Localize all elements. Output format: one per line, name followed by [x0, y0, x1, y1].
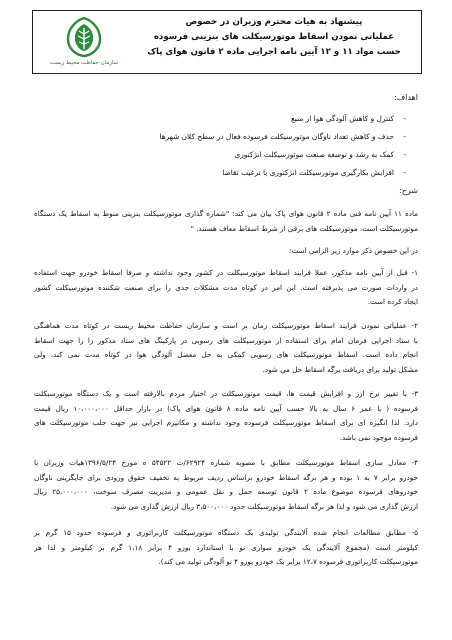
list-item: - کمک به رشد و توسعه صنعت موتورسیکلت انژکتوری	[60, 146, 406, 164]
context-line: در این خصوص ذکر موارد زیر الزامی است:	[289, 246, 418, 255]
goals-list	[60, 110, 406, 182]
bullet-dash: -	[403, 150, 406, 159]
point-3-paragraph: ۳- با تغییر نرخ ارز و افزایش قیمت ها، قیمت موتورسیکلت در اختیار مردم بالارفته است و یک دستگاه موتورسیکلت فرسوده ( با عمر ۶ سال به بالا حسب آیین نامه ماده ۸ قانون هوای پاک) در بازار حداقل ۱۰،۰۰۰،۰۰۰ ریال قیمت دارد. لذا انگیزه ای برای اسقاط موتورسیکلت فرسوده وجود نداشته و مکانیزم اجرایی نیز جهت جلب موتورسیکلت های فرسوده موجود نمی باشد.	[34, 389, 418, 442]
point-4-paragraph: ۴- معادل سازی اسقاط موتورسیکلت مطابق با مصوبه شماره ۶۲۹۲۴/ت ۵۴۵۲۲ ه مورخ ۱۳۹۶/۵/۲۴هیات وزیران با خودرو برابر ۷ به ۱ بوده و هر برگه اسقاط خودرو براساس ردیف مربوط به تخفیف حقوق ورودی برای جایگزینی ناوگان خودروهای فرسوده موضوع ماده ۲ قانون توسعه حمل و نقل عمومی و مدیریت مصرف سوخت، ۲۵،۰۰۰،۰۰۰ ریال ارزش گذاری می شود و لذا هر برگه اسقاط موتورسیکلت حدود ۳،۵۰۰،۰۰۰ ریال ارزش گذاری می شود.	[34, 458, 418, 511]
logo-caption: سازمان حفاظت محیط زیست	[49, 60, 119, 66]
bullet-dash: -	[403, 168, 406, 177]
bullet-dash: -	[403, 114, 406, 123]
description-label: شرح:	[399, 186, 418, 195]
environment-leaf-logo-icon	[63, 15, 105, 59]
title-line-3: حسب مواد ۱۱ و ۱۲ آیین نامه اجرایی ماده ۲ قانون هوای پاک	[147, 47, 401, 57]
point-1-paragraph: ۱- قبل از آیین نامه مذکور، عملا فرایند اسقاط موتورسیکلت در کشور وجود نداشته و صرفا اسقاط خودرو جهت استفاده در واردات صورت می پذیرفته است. این امر در کوتاه مدت مشکلات جدی را برای صنعت شکننده موتورسیکلت کشور ایجاد کرده است.	[34, 268, 418, 307]
list-item: - افزایش بکارگیری موتورسیکلت انژکتوری با ترغیب تقاضا	[60, 164, 406, 182]
intro-paragraph: ماده ۱۱ آیین نامه فنی ماده ۲ قانون هوای پاک بیان می کند: "شماره گذاری موتورسیکلت بنزینی منوط به اسقاط یک دستگاه موتورسیکلت است. موتورسیکلت های برقی از شرط اسقاط معاف هستند. "	[34, 209, 418, 233]
document-title	[133, 15, 415, 60]
point-2-paragraph: ۲- عملیاتی نمودن فرایند اسقاط موتورسیکلت زمان بر است و سازمان حفاظت محیط زیست در کوتاه مدت هماهنگی با ستاد اجرایی فرمان امام برای استفاده از موتورسیکلت های رسوبی در پارکینگ های ستاد مذکور را را جهت اسقاط انجام داده است. اسقاط موتورسیکلت های رسوبی کمکی به حل معضل آلودگی هوا در کوتاه مدت نمی کند، ولی مشکل تولید برای دریافت برگه اسقاط حل می شود.	[34, 321, 418, 374]
bullet-dash: -	[403, 132, 406, 141]
organization-logo	[39, 15, 129, 71]
list-item: - کنترل و کاهش آلودگی هوا از منبع	[60, 110, 406, 128]
title-line-1: پیشنهاد به هیات محترم وزیران در خصوص	[185, 17, 363, 27]
title-line-2: عملیاتی نمودن اسقاط موتورسیکلت های بنزینی فرسوده	[153, 32, 395, 42]
point-5-paragraph: ۵- مطابق مطالعات انجام شده آلایندگی تولیدی یک دستگاه موتورسیکلت کاربراتوری و فرسوده حدود ۱۵ گرم بر کیلومتر است (مجموع آلایندگی یک خودرو سواری نو با استاندارد یورو ۴ برابر ۱،۱۸ گرم بر کیلومتر و لذا هر موتورسیکلت کاربراتوری فرسوده ۱۲،۷ برابر یک خودرو یورو ۴ نو آلودگی تولید می کند).	[34, 528, 418, 567]
header-box	[32, 10, 422, 74]
goals-label: اهداف:	[394, 93, 418, 102]
list-item: - حذف و کاهش تعداد ناوگان موتورسیکلت فرسوده فعال در سطح کلان شهرها	[60, 128, 406, 146]
